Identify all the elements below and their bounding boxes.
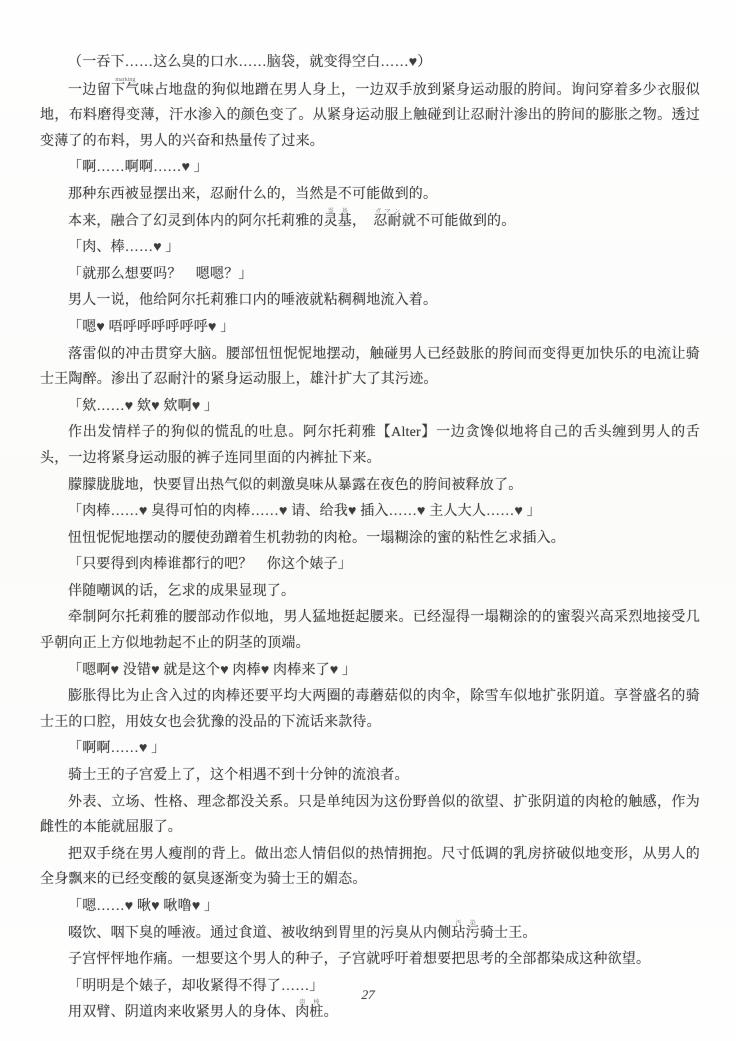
paragraph-24: 把双手绕在男人瘦削的背上。做出恋人情侣似的热情拥抱。尺寸低调的乳房挤破似地变形，从男人的全身飘来的已经变酸的氨臭逐渐变为骑士王的媚态。 xyxy=(40,846,700,888)
paragraph-16: 「只要得到肉棒谁都行的吧？ 你这个婊子」 xyxy=(68,557,352,573)
paragraph-22: 骑士王的子宫爱上了，这个相遇不到十分钟的流浪者。 xyxy=(68,768,409,784)
paragraph-13: 朦朦胧胧地，快要冒出热气似的刺激臭味从暴露在夜色的胯间被释放了。 xyxy=(68,477,523,493)
paragraph-15: 忸忸怩怩地摆动的腰使劲蹭着生机勃勃的肉枪。一塌糊涂的蜜的粘性乞求插入。 xyxy=(68,530,565,546)
ruby-annotation: 肉棒 xyxy=(295,1000,324,1007)
paragraph-11: 「欸……♥ 欸♥ 欸啊♥ 」 xyxy=(68,398,219,414)
paragraph-6: 「肉、棒……♥ 」 xyxy=(68,240,180,256)
paragraph-1: （一吞下……这么臭的口水……脑袋，就变得空白……♥） xyxy=(68,55,432,70)
paragraph-10: 落雷似的冲击贯穿大脑。腰部忸忸怩怩地摆动，触碰男人已经鼓胀的胯间而变得更加快乐的电流让骑士王陶醉。渗出了忍耐汁的紧身运动服上，雄汁扩大了其污迹。 xyxy=(40,346,700,388)
paragraph-20: 膨胀得比为止含入过的肉棒还要平均大两圈的毒蘑菇似的肉伞，除雪车似地扩张阴道。享誉盛名的骑士王的口腔，用妓女也会犹豫的没品的下流话来款待。 xyxy=(40,689,700,730)
paragraph-8: 男人一说，他给阿尔托莉雅口内的唾液就粘稠稠地流入着。 xyxy=(68,293,438,309)
ruby-annotated-term: 玷污汚染 xyxy=(451,920,480,941)
paragraph-21: 「啊啊……♥ 」 xyxy=(68,741,166,757)
page-text xyxy=(40,50,700,1026)
paragraph-27: 子宫怦怦地作痛。一想要这个男人的种子，子宫就呼吁着想要把思考的全部都染成这种欲望。 xyxy=(68,952,651,968)
paragraph-18: 牵制阿尔托莉雅的腰部动作似地，男人猛地挺起腰来。已经湿得一塌糊涂的的蜜裂兴高采烈地接受几乎朝向正上方似地勃起不止的阴茎的顶端。 xyxy=(40,610,700,652)
ruby-annotated-term: 肉桩肉棒 xyxy=(295,1000,324,1021)
ruby-annotation: 汚染 xyxy=(451,920,480,927)
paragraph-17: 伴随嘲讽的话，乞求的成果显现了。 xyxy=(68,583,296,599)
paragraph-4: 那种东西被显摆出来，忍耐什么的，当然是不可能做到的。 xyxy=(68,186,438,202)
paragraph-29: 用双臂、阴道肉来收紧男人的身体、肉桩肉棒。 xyxy=(68,1000,338,1021)
paragraph-23: 外表、立场、性格、理念都没关系。只是单纯因为这份野兽似的欲望、扩张阴道的肉枪的触感，作为雌性的本能就屈服了。 xyxy=(40,794,700,836)
paragraph-28: 「明明是个婊子，却收紧得不得了……」 xyxy=(68,978,324,994)
paragraph-14: 「肉棒……♥ 臭得可怕的肉棒……♥ 请、给我♥ 插入……♥ 主人大人……♥ 」 xyxy=(68,504,541,520)
paragraph-26: 啜饮、咽下臭的唾液。通过食道、被收纳到胃里的污臭从内侧玷污汚染骑士王。 xyxy=(68,920,537,941)
paragraph-7: 「就那么想要吗？ 嗯嗯？」 xyxy=(68,266,253,282)
paragraph-2: 一边留下气味marking占地盘的狗似地蹭在男人身上，一边双手放到紧身运动服的胯间。询问穿着多少衣服似地，布料磨得变薄，汗水渗入的颜色变了。从紧身运动服上触碰到让忍耐汁渗出的胯间的膨胀之物。透过变薄了的布料，男人的兴奋和热量传了过来。 xyxy=(40,76,700,149)
ruby-annotated-term: 忍耐ガマン xyxy=(373,208,402,229)
paragraph-12: 作出发情样子的狗似的慌乱的吐息。阿尔托莉雅【Alter】一边贪馋似地将自己的舌头缠到男人的舌头，一边将紧身运动服的裤子连同里面的内裤扯下来。 xyxy=(40,425,700,466)
ruby-annotation: ガマン xyxy=(373,208,402,215)
ruby-annotation: 霊基 xyxy=(323,208,353,215)
paragraph-19: 「嗯啊♥ 没错♥ 就是这个♥ 肉棒♥ 肉棒来了♥ 」 xyxy=(68,662,357,678)
paragraph-9: 「嗯♥ 唔呼呼呼呼呼呼♥ 」 xyxy=(68,319,235,335)
ruby-annotation: marking xyxy=(96,76,155,83)
ruby-annotated-term: 留下气味marking xyxy=(96,76,155,98)
paragraph-25: 「嗯……♥ 啾♥ 啾噜♥ 」 xyxy=(68,899,219,914)
ruby-annotated-term: 灵基霊基 xyxy=(323,208,353,229)
page-number: 27 xyxy=(361,987,376,1002)
paragraph-5: 本来，融合了幻灵到体内的阿尔托莉雅的灵基霊基， 忍耐ガマン就不可能做到的。 xyxy=(68,208,516,229)
paragraph-3: 「啊……啊啊……♥ 」 xyxy=(68,160,209,176)
